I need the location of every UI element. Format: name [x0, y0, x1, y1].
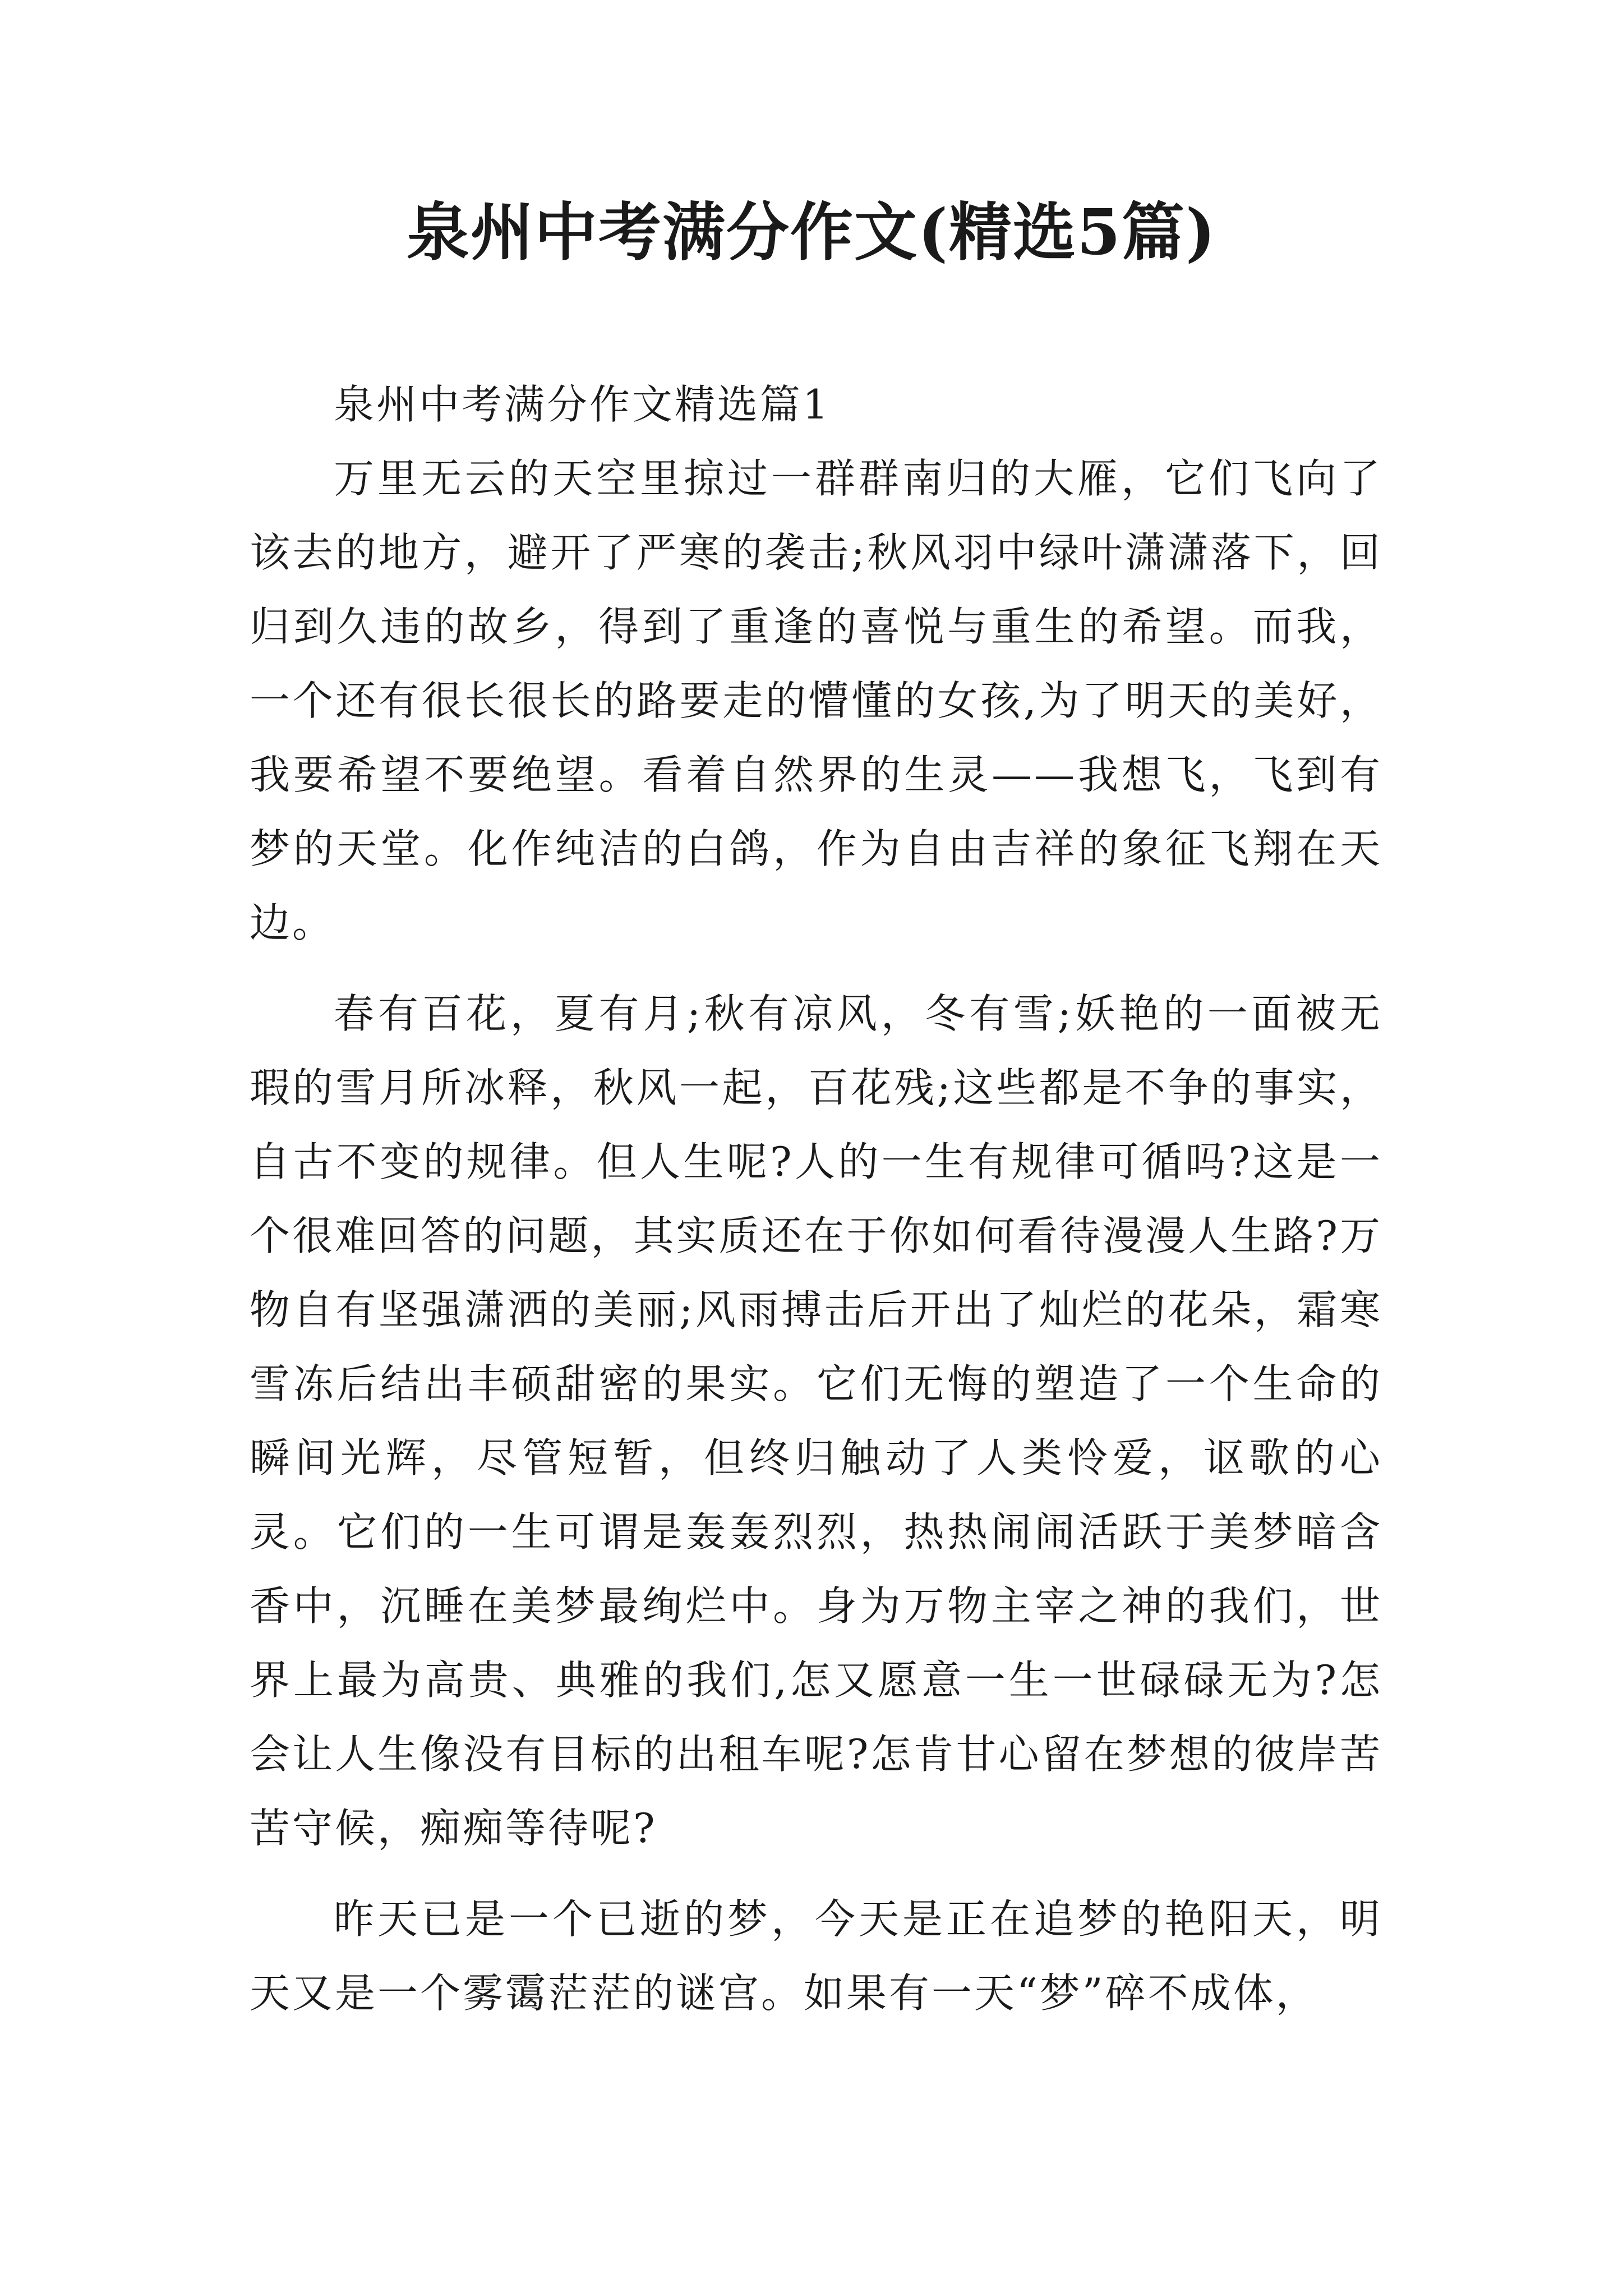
document-title: 泉州中考满分作文(精选5篇) — [407, 196, 1216, 269]
paragraph-1: 万里无云的天空里掠过一群群南归的大雁，它们飞向了该去的地方，避开了严寒的袭击;秋风羽中绿叶潇潇落下，回归到久违的故乡，得到了重逢的喜悦与重生的希望。而我，一个还有很长很长的路要走的懵懂的女孩,为了明天的美好，我要希望不要绝望。看着自然界的生灵——我想飞，飞到有梦的天堂。化作纯洁的白鸽，作为自由吉祥的象征飞翔在天边。 — [250, 455, 1382, 946]
document-body — [250, 367, 1382, 2047]
section-heading: 泉州中考满分作文精选篇1 — [334, 381, 831, 428]
paragraph-2: 春有百花，夏有月;秋有凉风，冬有雪;妖艳的一面被无瑕的雪月所冰释，秋风一起，百花残;这些都是不争的事实，自古不变的规律。但人生呢?人的一生有规律可循吗?这是一个很难回答的问题，其实质还在于你如何看待漫漫人生路?万物自有坚强潇洒的美丽;风雨搏击后开出了灿烂的花朵，霜寒雪冻后结出丰硕甜密的果实。它们无悔的塑造了一个生命的瞬间光辉，尽管短暂，但终归触动了人类怜爱，讴歌的心灵。它们的一生可谓是轰轰烈烈，热热闹闹活跃于美梦暗含香中，沉睡在美梦最绚烂中。身为万物主宰之神的我们，世界上最为高贵、典雅的我们,怎又愿意一生一世碌碌无为?怎会让人生像没有目标的出租车呢?怎肯甘心留在梦想的彼岸苦苦守候，痴痴等待呢? — [250, 990, 1382, 1852]
paragraph-3: 昨天已是一个已逝的梦，今天是正在追梦的艳阳天，明天又是一个雾霭茫茫的谜宫。如果有一天“梦”碎不成体， — [250, 1895, 1382, 2017]
